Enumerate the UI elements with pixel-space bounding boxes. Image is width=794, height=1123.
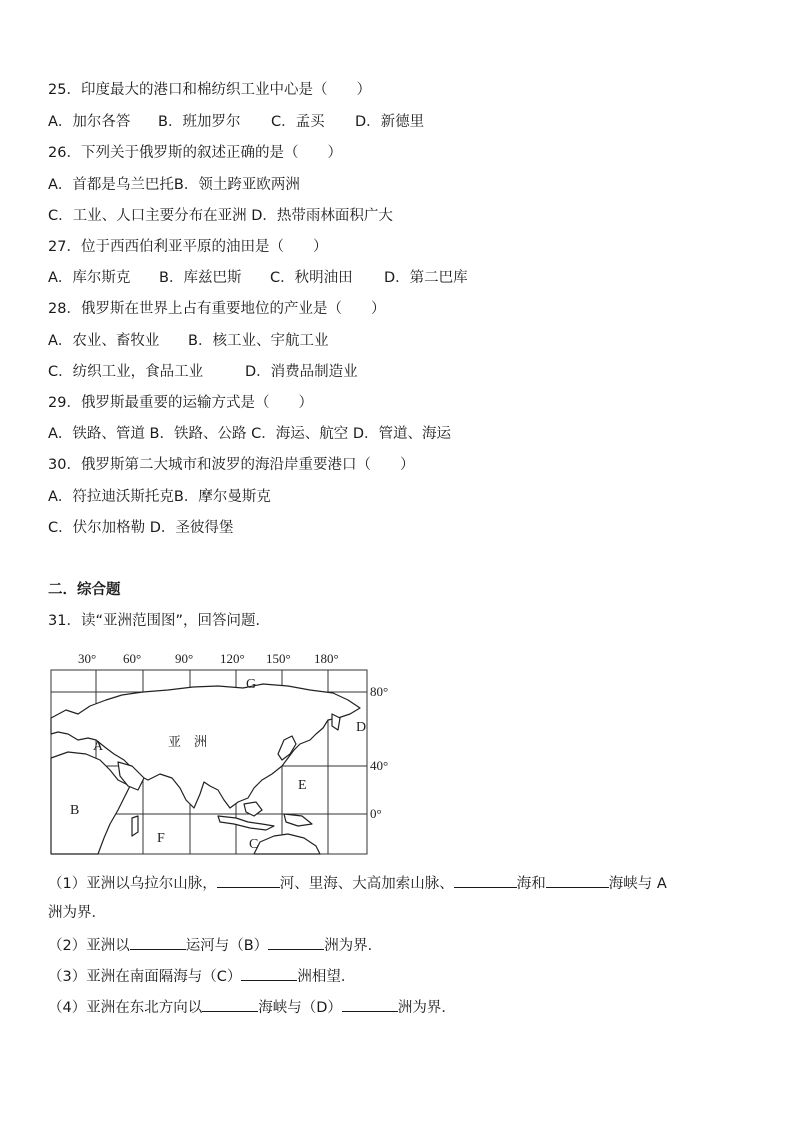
text: 河、里海、大高加索山脉、 [279, 876, 454, 892]
answer-blank[interactable] [217, 872, 280, 888]
region-label-b: B [70, 803, 80, 818]
option[interactable]: B．核工业、宇航工业 [188, 333, 329, 349]
option[interactable]: D．第二巴库 [384, 270, 468, 286]
option[interactable]: A．库尔斯克 [48, 270, 131, 286]
option[interactable]: C．秋明油田 [270, 270, 353, 286]
asia-range-map [48, 648, 398, 858]
option[interactable]: B．班加罗尔 [158, 114, 241, 130]
option[interactable]: A．加尔各答 [48, 114, 131, 130]
q31-sub3 [48, 965, 355, 987]
question-25-stem: 25．印度最大的港口和棉纺织工业中心是（ ） [48, 82, 371, 98]
question-29-options [48, 424, 451, 444]
option[interactable]: C．纺织工业，食品工业 [48, 364, 204, 380]
answer-blank[interactable] [546, 872, 609, 888]
question-30-options-row2 [48, 518, 233, 538]
option[interactable]: D．热带雨林面积广大 [251, 208, 393, 224]
q31-sub1-line2: 洲为界． [48, 905, 106, 921]
text: 洲为界． [324, 938, 383, 954]
answer-blank[interactable] [130, 934, 186, 950]
option[interactable]: D．管道、海运 [352, 426, 451, 442]
option[interactable]: A．符拉迪沃斯托克 [48, 489, 174, 505]
australia-landmass [254, 834, 320, 854]
lon-label: 120° [220, 651, 245, 666]
text: 海峡与（D） [258, 1000, 342, 1016]
answer-blank[interactable] [202, 996, 258, 1012]
question-30-options-row1 [48, 487, 271, 507]
continent-label: 亚 洲 [168, 735, 208, 750]
answer-blank[interactable] [241, 965, 297, 981]
question-26-stem: 26．下列关于俄罗斯的叙述正确的是（ ） [48, 145, 342, 161]
lat-label: 40° [370, 758, 389, 773]
option[interactable]: A．农业、畜牧业 [48, 333, 160, 349]
lon-label: 30° [78, 651, 97, 666]
option[interactable]: A．铁路、管道 [48, 426, 145, 442]
question-26-options-row2 [48, 206, 393, 226]
question-29-stem: 29．俄罗斯最重要的运输方式是（ ） [48, 395, 313, 411]
lon-label: 90° [175, 651, 194, 666]
option[interactable]: D．圣彼得堡 [149, 520, 234, 536]
option[interactable]: C．海运、航空 [251, 426, 349, 442]
lat-label: 80° [370, 684, 389, 699]
answer-blank[interactable] [342, 996, 398, 1012]
question-28-options-row1 [48, 331, 328, 351]
text: 运河与（B） [185, 938, 269, 954]
question-28-stem: 28．俄罗斯在世界上占有重要地位的产业是（ ） [48, 301, 386, 317]
indonesia-islands [218, 816, 274, 830]
question-30-stem: 30．俄罗斯第二大城市和波罗的海沿岸重要港口（ ） [48, 457, 415, 473]
text: （3）亚洲在南面隔海与（C） [48, 969, 242, 985]
lat-label: 0° [370, 806, 382, 821]
lon-label: 180° [314, 651, 339, 666]
question-25-options [48, 112, 424, 132]
text: （1）亚洲以乌拉尔山脉， [48, 876, 217, 892]
question-26-options-row1 [48, 175, 300, 195]
q31-sub4 [48, 996, 456, 1018]
new-guinea-island [284, 814, 312, 826]
q31-sub2 [48, 934, 382, 956]
region-label-a: A [93, 739, 104, 754]
option[interactable]: A．首都是乌兰巴托 [48, 177, 174, 193]
lon-label: 60° [123, 651, 142, 666]
text: 洲为界． [397, 1000, 456, 1016]
question-31-stem: 31．读“亚洲范围图”，回答问题． [48, 613, 270, 629]
question-28-options-row2 [48, 362, 358, 382]
question-27-options [48, 268, 468, 288]
option[interactable]: C．工业、人口主要分布在亚洲 [48, 208, 247, 224]
section-title: 二．综合题 [48, 582, 121, 598]
text: 洲相望． [297, 969, 356, 985]
text: （2）亚洲以 [48, 938, 130, 954]
option[interactable]: B．摩尔曼斯克 [173, 489, 271, 505]
answer-blank[interactable] [454, 872, 517, 888]
region-label-g: G [246, 677, 257, 692]
region-label-e: E [298, 778, 307, 793]
madagascar-island [132, 816, 138, 836]
region-label-c: C [249, 837, 259, 852]
text: （4）亚洲在东北方向以 [48, 1000, 203, 1016]
option[interactable]: B．领土跨亚欧两洲 [173, 177, 300, 193]
region-label-f: F [157, 831, 165, 846]
option[interactable]: D．消费品制造业 [245, 364, 358, 380]
text: 海和 [516, 876, 546, 892]
q31-sub1-line1 [48, 872, 667, 894]
text: 海峡与 A [608, 876, 667, 892]
option[interactable]: C．孟买 [271, 114, 325, 130]
option[interactable]: B．库兹巴斯 [159, 270, 242, 286]
question-27-stem: 27．位于西西伯利亚平原的油田是（ ） [48, 239, 328, 255]
answer-blank[interactable] [268, 934, 324, 950]
lon-label: 150° [266, 651, 291, 666]
option[interactable]: C．伏尔加格勒 [48, 520, 146, 536]
option[interactable]: B．铁路、公路 [149, 426, 247, 442]
option[interactable]: D．新德里 [355, 114, 425, 130]
africa-landmass [51, 752, 130, 854]
region-label-d: D [356, 720, 367, 735]
